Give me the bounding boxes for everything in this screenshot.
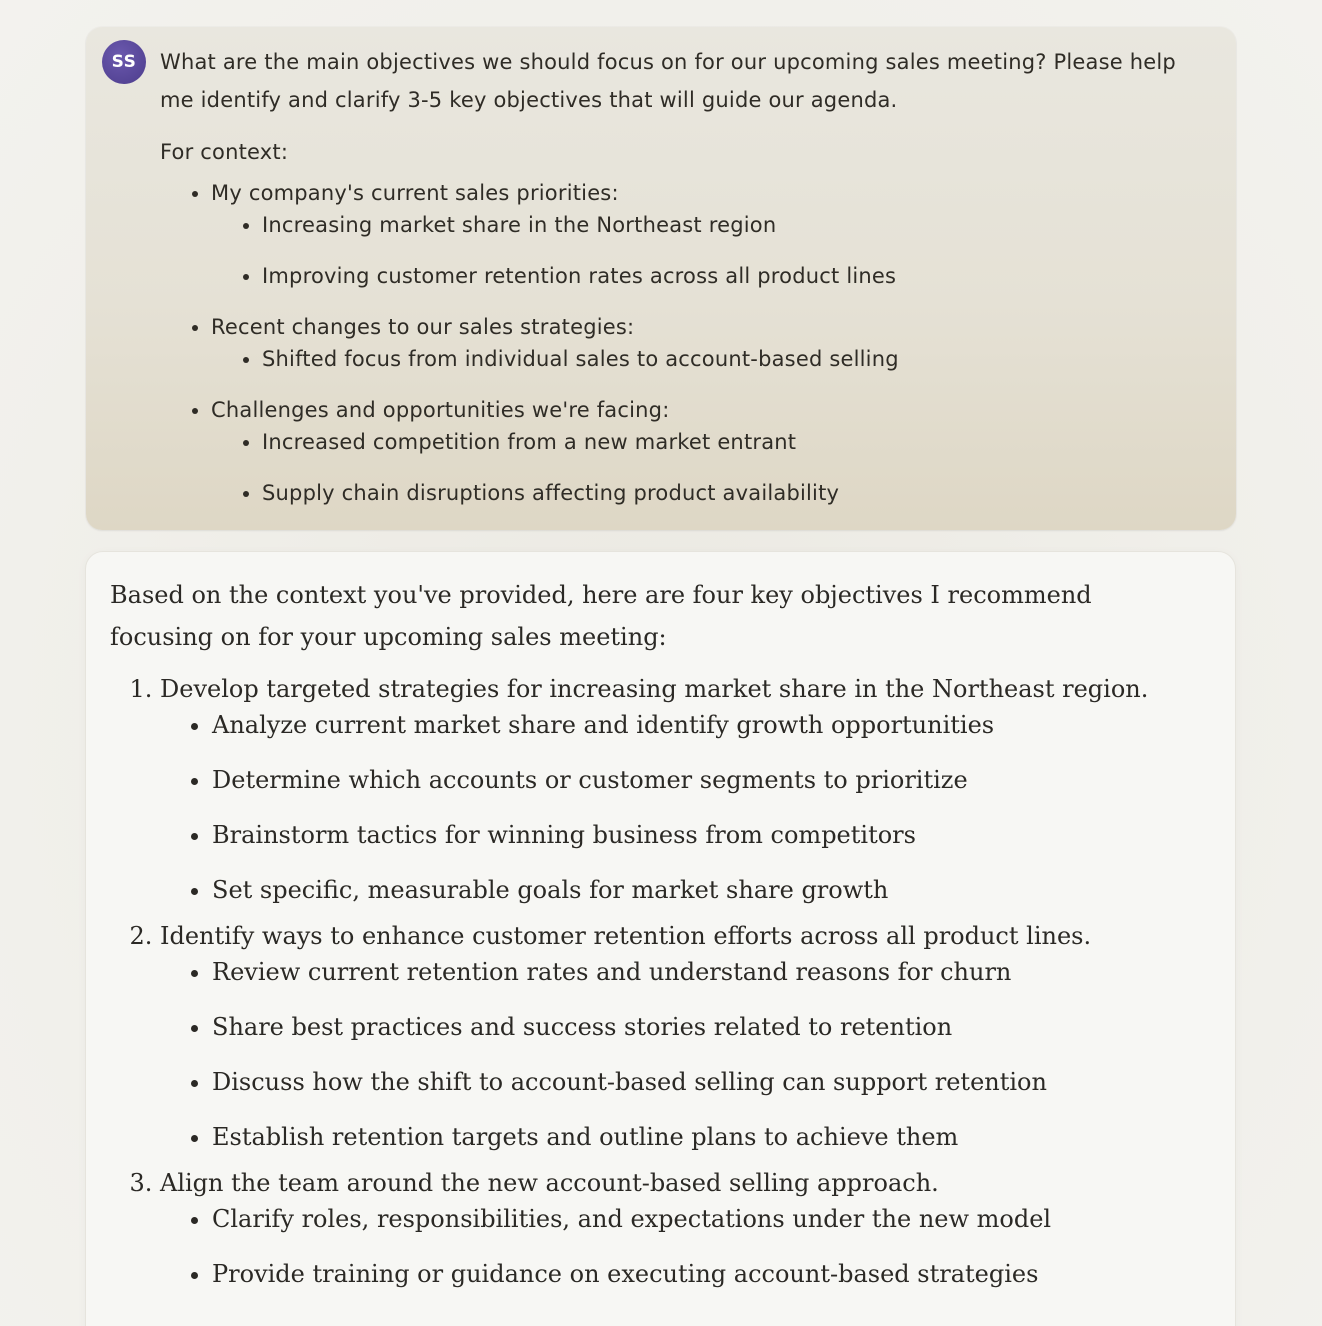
context-subitem: • Supply chain disruptions affecting product availability	[262, 477, 1200, 509]
context-subitem: • Improving customer retention rates across all product lines	[262, 260, 1200, 292]
context-sublist	[211, 343, 1200, 375]
assistant-intro: Based on the context you've provided, here are four key objectives I recommend focusing on for your upcoming sales meeting:	[110, 581, 1092, 651]
objective-point: • Clarify roles, responsibilities, and expectations under the new model	[212, 1201, 1170, 1237]
objective-title: Identify ways to enhance customer retention efforts across all product lines.	[160, 922, 1092, 950]
context-item-label: My company's current sales priorities:	[211, 181, 619, 205]
user-message-text	[160, 43, 1200, 528]
context-sublist	[211, 209, 1200, 292]
context-item	[211, 394, 1200, 509]
context-item-label: Challenges and opportunities we're facing:	[211, 398, 670, 422]
objectives-list	[110, 671, 1170, 1292]
objective-item	[160, 671, 1170, 908]
context-subitem: • Increased competition from a new market entrant	[262, 426, 1200, 458]
objective-title: Develop targeted strategies for increasing market share in the Northeast region.	[160, 675, 1149, 703]
objective-points	[160, 954, 1170, 1155]
context-item-label: Recent changes to our sales strategies:	[211, 315, 635, 339]
avatar-initials: SS	[111, 52, 137, 72]
objective-point: • Provide training or guidance on executing account-based strategies	[212, 1256, 1170, 1292]
objective-item	[160, 1165, 1170, 1292]
context-label: For context:	[160, 140, 289, 164]
objective-item	[160, 918, 1170, 1155]
context-list	[160, 177, 1200, 509]
context-item	[211, 311, 1200, 375]
user-message	[86, 27, 1236, 530]
context-sublist	[211, 426, 1200, 509]
objective-points	[160, 707, 1170, 908]
context-subitem: • Increasing market share in the Northeast region	[262, 209, 1200, 241]
objective-point: • Determine which accounts or customer segments to prioritize	[212, 762, 1170, 798]
objective-point: • Review current retention rates and understand reasons for churn	[212, 954, 1170, 990]
assistant-message	[85, 551, 1236, 1326]
context-subitem: • Shifted focus from individual sales to account-based selling	[262, 343, 1200, 375]
objective-point: • Brainstorm tactics for winning business from competitors	[212, 817, 1170, 853]
objective-point: • Establish retention targets and outline plans to achieve them	[212, 1119, 1170, 1155]
user-avatar[interactable]	[102, 40, 146, 84]
assistant-message-text	[110, 574, 1170, 1302]
objective-points	[160, 1201, 1170, 1292]
user-question: What are the main objectives we should focus on for our upcoming sales meeting? Please help me identify and clarify 3-5 key objectives that will guide our agenda.	[160, 50, 1176, 112]
objective-point: • Analyze current market share and identify growth opportunities	[212, 707, 1170, 743]
objective-title: Align the team around the new account-based selling approach.	[160, 1169, 939, 1197]
objective-point: • Share best practices and success stories related to retention	[212, 1009, 1170, 1045]
objective-point: • Discuss how the shift to account-based selling can support retention	[212, 1064, 1170, 1100]
context-item	[211, 177, 1200, 292]
objective-point: • Set specific, measurable goals for market share growth	[212, 872, 1170, 908]
